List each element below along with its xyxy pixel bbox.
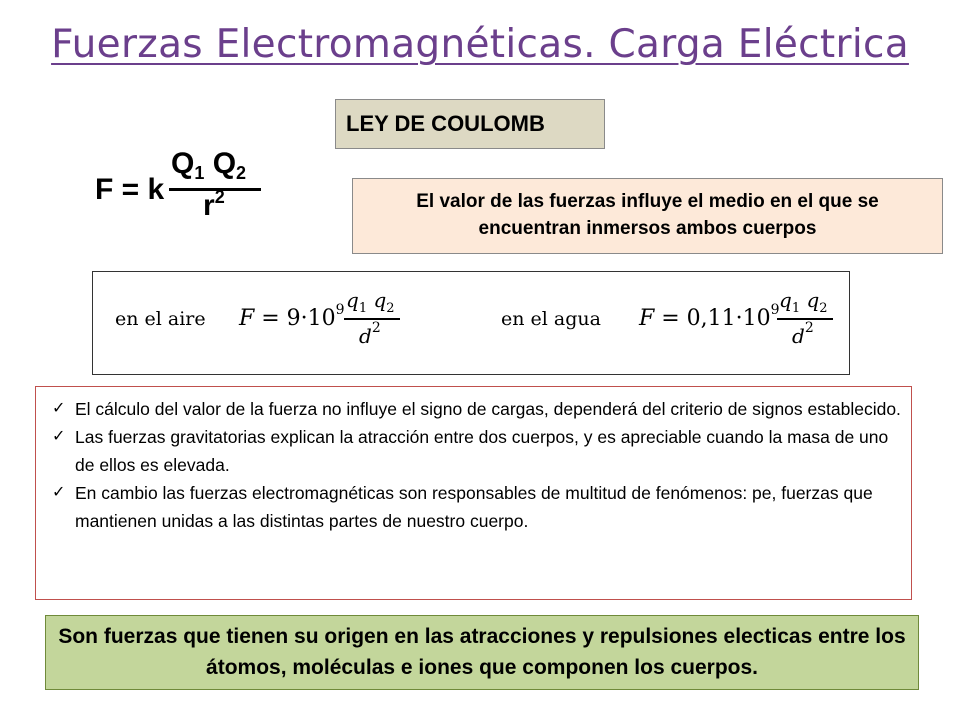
eq-aire-label: en el aire <box>115 308 206 330</box>
eq-aire-numerator: $q_1$ $q_2$ <box>346 288 395 316</box>
eq-aire-lhs: $F = 9\cdot 10^9$ <box>239 302 345 331</box>
eq-aire-denominator: $d^2$ <box>359 320 381 348</box>
formula-denominator: $r^2$ <box>203 187 225 222</box>
checkmark-icon: ✓ <box>52 426 66 445</box>
origen-summary: Son fuerzas que tienen su origen en las atracciones y repulsiones electicas entre los átomos, moléculas e iones que componen los cuerpos. <box>45 615 919 690</box>
checkmark-icon: ✓ <box>52 398 66 417</box>
list-item: ✓ Las fuerzas gravitatorias explican la atracción entre dos cuerpos, y es apreciable cuando la masa de uno de ellos es elevada. <box>48 423 901 479</box>
checkmark-icon: ✓ <box>52 482 66 501</box>
eq-agua-label: en el agua <box>501 308 601 330</box>
ley-coulomb-label: LEY DE COULOMB <box>335 99 605 149</box>
formula-lhs: F = k <box>95 173 165 206</box>
eq-agua-denominator: $d^2$ <box>792 320 814 348</box>
formula-numerator: $Q_1$ $Q_2$ <box>171 147 247 183</box>
bullet-list-box <box>35 386 912 600</box>
medio-note: El valor de las fuerzas influye el medio en el que se encuentran inmersos ambos cuerpos <box>352 178 943 254</box>
list-item: ✓ En cambio las fuerzas electromagnéticas son responsables de multitud de fenómenos: pe, fuerzas que mantienen unidas a las distintas partes de nuestro cuerpo. <box>48 479 901 535</box>
eq-agua-lhs: $F = 0,11\cdot 10^9$ <box>639 302 780 331</box>
eq-agua-numerator: $q_1$ $q_2$ <box>779 288 828 316</box>
page-title: Fuerzas Electromagnéticas. Carga Eléctrica <box>51 22 909 67</box>
equations-box <box>92 271 850 375</box>
coulomb-formula <box>95 145 270 225</box>
list-item: ✓ El cálculo del valor de la fuerza no influye el signo de cargas, dependerá del criterio de signos establecido. <box>48 395 901 423</box>
